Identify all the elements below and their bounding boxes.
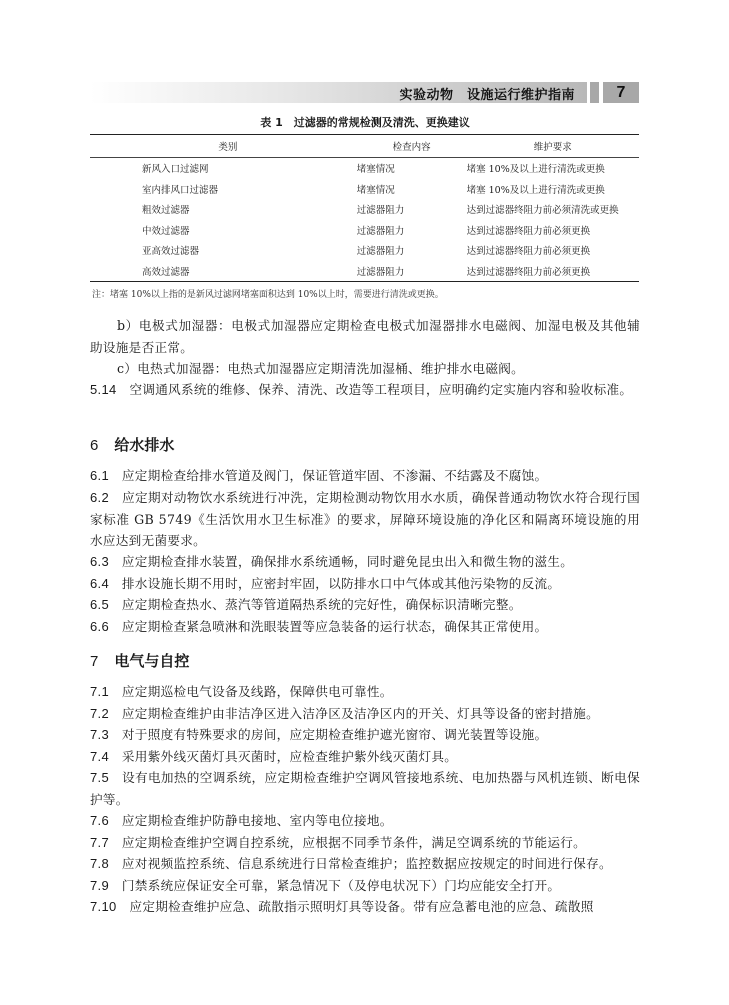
column-header: 维护要求 [533,142,572,153]
table-row [90,179,639,200]
clause-6-1 [90,465,640,487]
clause-number: 7.6 [90,813,109,828]
table-cell: 达到过滤器终阻力前必须清洗或更换 [466,205,619,217]
table-row [90,199,639,220]
clause-text: 应定期检查维护由非洁净区进入洁净区及洁净区内的开关、灯具等设备的密封措施。 [121,706,599,721]
section-title: 给水排水 [114,436,175,454]
clause-number: 7.4 [90,749,109,764]
table-cell: 堵塞 10%及以上进行清洗或更换 [466,184,605,196]
clause-number: 6.6 [90,619,109,634]
paragraph-b: b）电极式加湿器：电极式加湿器应定期检查电极式加湿器排水电磁阀、加湿电极及其他辅助设施是否正常。 [90,318,640,355]
table-cell: 中效过滤器 [142,225,190,237]
clause-number: 6.5 [90,597,109,612]
clause-6-4 [90,573,640,595]
clause-number: 6.2 [90,490,109,505]
clause-number: 6.3 [90,554,109,569]
clause-number: 7.1 [90,684,109,699]
clause-text: 应定期巡检电气设备及线路，保障供电可靠性。 [121,684,393,699]
clause-text: 采用紫外线灭菌灯具灭菌时，应检查维护紫外线灭菌灯具。 [121,749,458,764]
clause-number: 7.5 [90,770,109,785]
clause-7-1 [90,681,640,703]
clause-text: 应定期检查维护应急、疏散指示照明灯具等设备。带有应急蓄电池的应急、疏散照 [129,899,594,914]
clause-7-6 [90,810,640,832]
table-title: 表 1 过滤器的常规检测及清洗、更换建议 [260,116,470,129]
clause-number: 5.14 [90,382,117,397]
table-cell: 达到过滤器终阻力前必须更换 [466,246,591,258]
clause-6-3 [90,551,640,573]
clause-text: 门禁系统应保证安全可靠，紧急情况下（及停电状况下）门均应能安全打开。 [121,878,561,893]
paragraph-c: c）电热式加湿器：电热式加湿器应定期清洗加湿桶、维护排水电磁阀。 [117,361,525,376]
running-header-bar [90,82,587,103]
clause-text: 应定期检查排水装置，确保排水系统通畅，同时避免昆虫出入和微生物的滋生。 [121,554,574,569]
clause-text: 应对视频监控系统、信息系统进行日常检查维护；监控数据应按规定的时间进行保存。 [121,856,612,871]
clause-text: 空调通风系统的维修、保养、清洗、改造等工程项目，应明确约定实施内容和验收标准。 [129,382,633,397]
clause-7-8 [90,853,640,875]
clause-number: 7.9 [90,878,109,893]
clause-6-5 [90,594,640,616]
clause-6-2 [90,487,640,552]
clause-text: 应定期检查热水、蒸汽等管道隔热系统的完好性，确保标识清晰完整。 [121,597,522,612]
clause-7-5 [90,767,640,810]
table-cell: 高效过滤器 [142,266,190,278]
table-header-row [90,135,639,158]
clause-number: 6.4 [90,576,109,591]
table-cell: 新风入口过滤网 [142,164,209,176]
header-separator-block [590,82,599,103]
filter-maintenance-table [90,134,639,282]
clause-number: 7.3 [90,727,109,742]
clause-7-9 [90,875,640,897]
section-number: 7 [90,653,99,670]
clause-text: 排水设施长期不用时，应密封牢固，以防排水口中气体或其他污染物的反流。 [121,576,561,591]
column-header: 类别 [218,142,238,153]
clause-number: 7.7 [90,835,109,850]
clause-7-4 [90,746,640,768]
clause-text: 应定期检查维护空调自控系统，应根据不同季节条件，满足空调系统的节能运行。 [121,835,587,850]
table-cell: 堵塞 10%及以上进行清洗或更换 [466,164,605,176]
table-cell: 达到过滤器终阻力前必须更换 [466,266,591,278]
table-row [90,158,639,179]
clause-7-2 [90,703,640,725]
clause-number: 7.10 [90,899,117,914]
section-title: 电气与自控 [114,652,190,670]
clause-text: 应定期对动物饮水系统进行冲洗，定期检测动物饮用水水质，确保普通动物饮水符合现行国家标准 GB 5749《生活饮用水卫生标准》的要求，屏障环境设施的净化区和隔离环境设施的用水应达到无菌要求。 [90,490,640,548]
table-note: 注：堵塞 10%以上指的是新风过滤网堵塞面积达到 10%以上时，需要进行清洗或更换。 [92,290,444,300]
table-cell: 亚高效过滤器 [142,246,200,258]
section-heading-6 [90,434,174,455]
clause-6-6 [90,616,640,638]
table-cell: 室内排风口过滤器 [142,184,219,196]
table-cell: 过滤器阻力 [356,205,405,217]
clause-text: 应定期检查紧急喷淋和洗眼装置等应急装备的运行状态，确保其正常使用。 [121,619,548,634]
section-number: 6 [90,437,99,454]
paragraph-5-14 [90,379,640,401]
table-row [90,261,639,282]
clause-number: 7.2 [90,706,109,721]
clause-number: 6.1 [90,468,109,483]
column-header: 检查内容 [392,142,431,153]
table-cell: 过滤器阻力 [356,225,405,237]
clause-text: 应定期检查给排水管道及阀门，保证管道牢固、不渗漏、不结露及不腐蚀。 [121,468,548,483]
clause-number: 7.8 [90,856,109,871]
table-cell: 堵塞情况 [356,184,395,196]
table-cell: 达到过滤器终阻力前必须更换 [466,225,591,237]
clause-7-10 [90,896,640,918]
section-heading-7 [90,650,189,671]
clause-7-3 [90,724,640,746]
table-cell: 过滤器阻力 [356,246,405,258]
table-row [90,220,639,241]
table-cell: 堵塞情况 [356,164,395,176]
page-number: 7 [603,82,639,103]
table-cell: 过滤器阻力 [356,266,405,278]
clause-text: 应定期检查维护防静电接地、室内等电位接地。 [121,813,393,828]
running-header-title: 实验动物 设施运行维护指南 [399,88,575,103]
clause-7-7 [90,832,640,854]
clause-text: 设有电加热的空调系统，应定期检查维护空调风管接地系统、电加热器与风机连锁、断电保护等。 [90,770,640,807]
table-row [90,240,639,261]
table-cell: 粗效过滤器 [142,205,190,217]
clause-text: 对于照度有特殊要求的房间，应定期检查维护遮光窗帘、调光装置等设施。 [121,727,548,742]
